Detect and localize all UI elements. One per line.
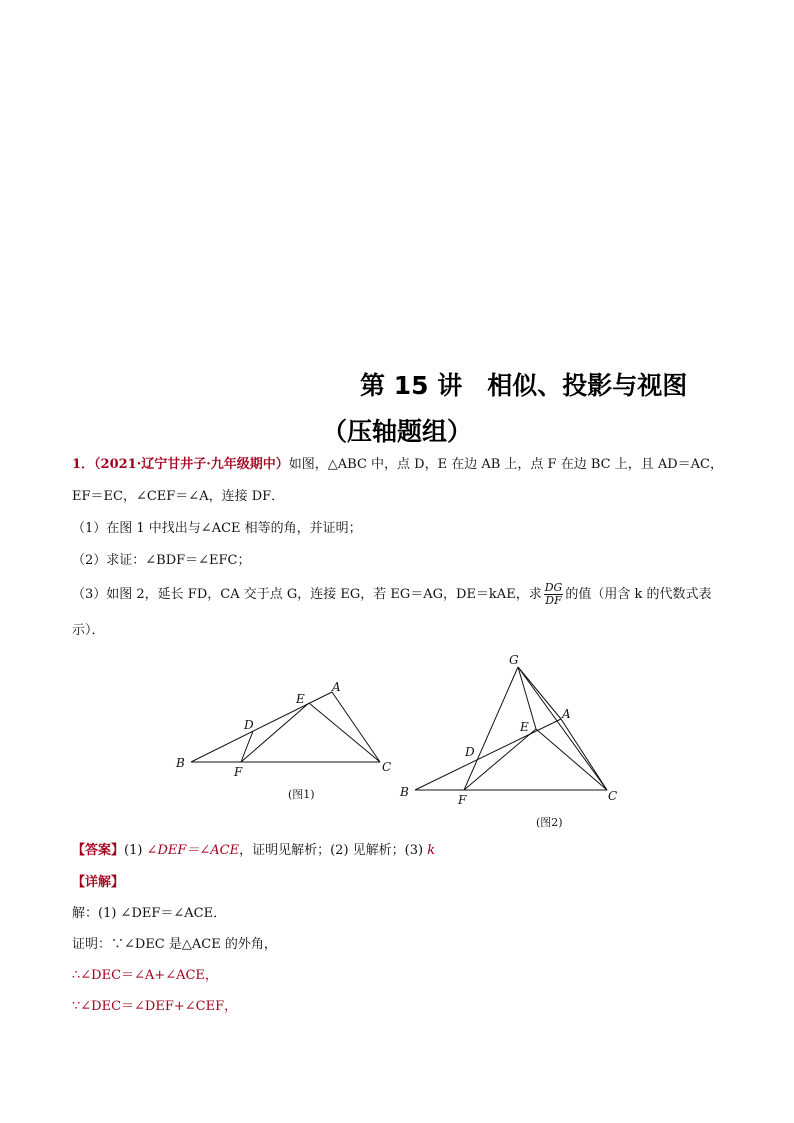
question-2: （2）求证：∠BDF＝∠EFC； xyxy=(72,553,251,568)
detail-tag: 【详解】 xyxy=(72,875,125,890)
answer-tag: 【答案】 xyxy=(72,843,125,858)
segment-ba xyxy=(415,719,561,790)
fig1-label-c: C xyxy=(382,760,392,774)
lesson-title: 第 15 讲 相似、投影与视图 xyxy=(360,371,688,400)
question-1: （1）在图 1 中找出与∠ACE 相等的角，并证明； xyxy=(72,521,362,536)
fraction-dg-df xyxy=(544,582,564,607)
fig2-label-a: A xyxy=(562,707,571,721)
segment-ac xyxy=(332,692,380,762)
fig1-label-d: D xyxy=(244,718,254,732)
question-3-text: （3）如图 2，延长 FD，CA 交于点 G，连接 EG，若 EG＝AG，DE＝kAE，求 xyxy=(72,587,542,602)
fig1-label-f: F xyxy=(234,765,243,779)
segment-gf xyxy=(464,667,518,790)
fig2-label-d: D xyxy=(465,745,475,759)
question-3 xyxy=(72,582,711,607)
problem-line-2: EF＝EC，∠CEF＝∠A，连接 DF． xyxy=(72,489,285,504)
answer-rest: ，证明见解析；(2) 见解析；(3) xyxy=(239,843,428,858)
fig1-label-b: B xyxy=(176,756,185,770)
solution-step-4: ∵∠DEC＝∠DEF+∠CEF， xyxy=(72,999,238,1014)
fig2-label-e: E xyxy=(520,720,529,734)
segment-ec xyxy=(309,703,380,762)
solution-step-3: ∴∠DEC＝∠A+∠ACE， xyxy=(72,968,218,983)
fig1-label-e: E xyxy=(296,692,305,706)
segment-ga xyxy=(518,667,561,719)
fraction-denominator: DF xyxy=(545,594,562,607)
segment-ba xyxy=(191,692,332,762)
solution-step-2: 证明：∵∠DEC 是△ACE 的外角， xyxy=(72,937,277,952)
segment-gc xyxy=(518,667,607,790)
fig2-label-g: G xyxy=(509,653,519,667)
fig1-caption: (图1) xyxy=(288,788,315,801)
fig1-label-a: A xyxy=(332,680,341,694)
question-3-continued: 示）． xyxy=(72,623,105,638)
problem-number: 1． xyxy=(72,457,95,472)
answer-line xyxy=(72,842,435,860)
problem-source: （2021·辽宁甘井子·九年级期中） xyxy=(94,457,289,472)
lesson-subtitle: （压轴题组） xyxy=(322,417,473,446)
answer-part-1-value: ∠DEF＝∠ACE xyxy=(146,843,240,858)
segment-ac xyxy=(561,719,607,790)
segment-ef xyxy=(464,729,536,790)
fig2-label-f: F xyxy=(458,793,467,807)
answer-part-1-label: (1) xyxy=(124,843,147,858)
fig2-caption: (图2) xyxy=(536,816,563,829)
figure-2-diagram xyxy=(395,648,635,833)
answer-part-3-value: k xyxy=(427,843,436,858)
fraction-numerator: DG xyxy=(544,581,563,594)
fig2-label-b: B xyxy=(400,785,409,799)
problem-line-1 xyxy=(72,456,723,474)
question-3-tail: 的值（用含 k 的代数式表 xyxy=(565,587,712,602)
problem-statement-1: 如图，△ABC 中，点 D，E 在边 AB 上，点 F 在边 BC 上，且 AD＝AC， xyxy=(288,457,723,472)
fig2-label-c: C xyxy=(608,789,618,803)
segment-ec xyxy=(536,729,607,790)
figure-1-diagram xyxy=(170,676,400,806)
solution-step-1: 解：(1) ∠DEF＝∠ACE． xyxy=(72,906,227,921)
